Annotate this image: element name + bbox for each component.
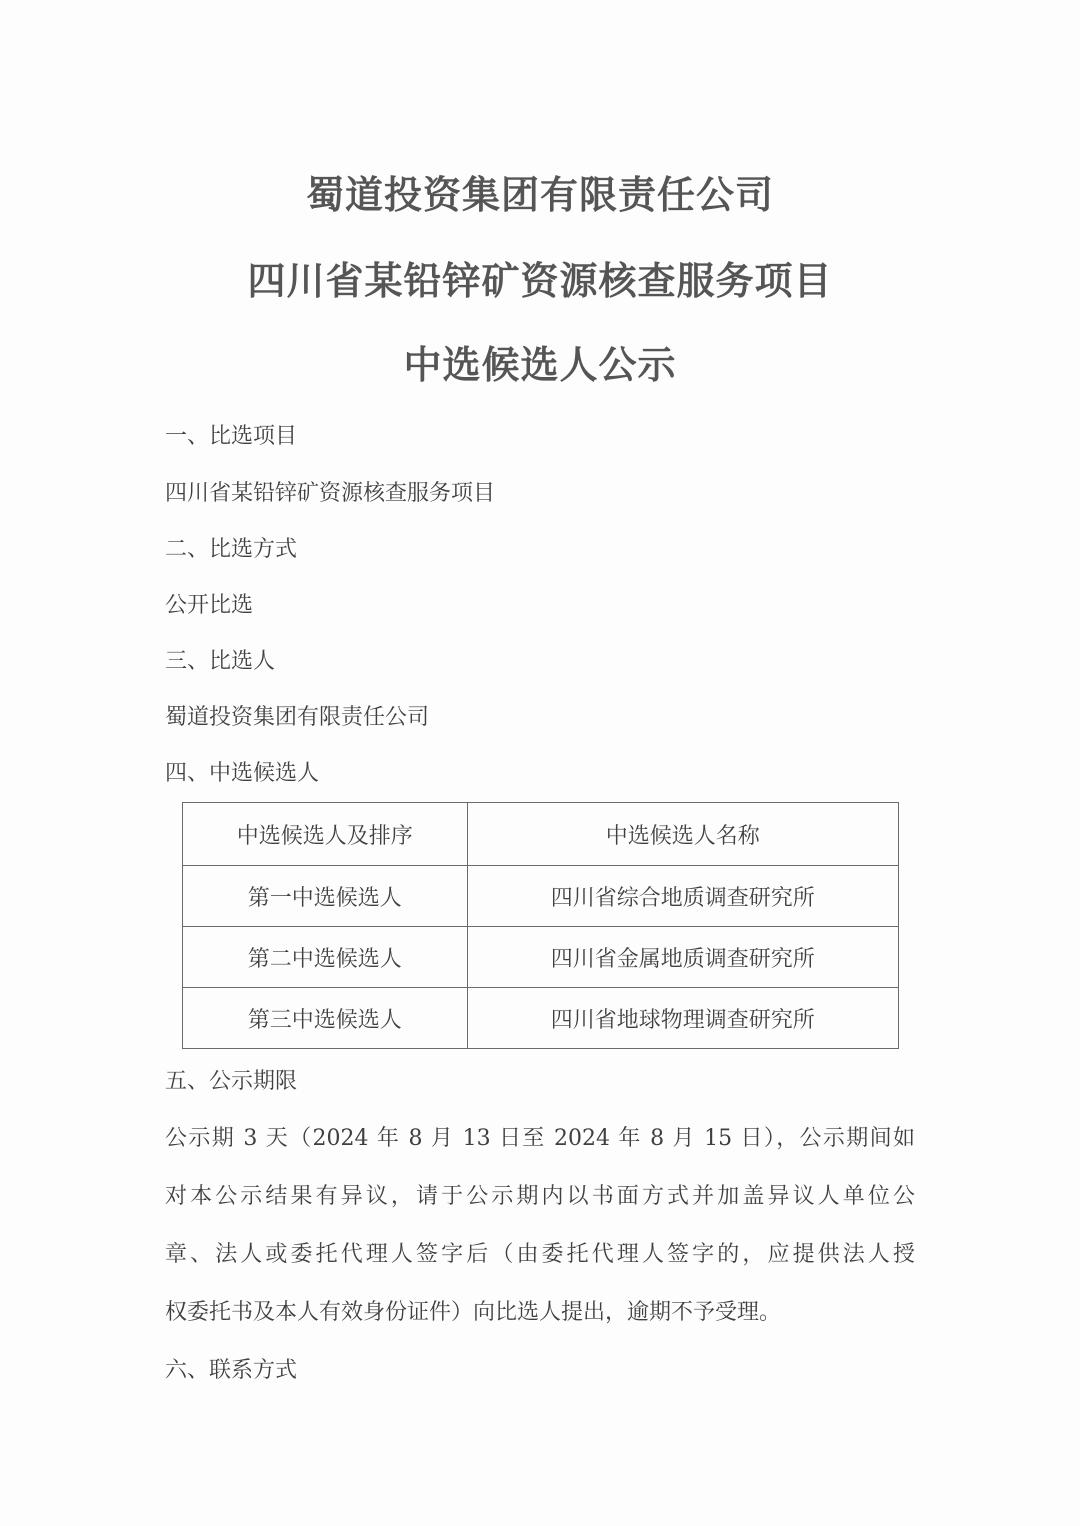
document-title-company: 蜀道投资集团有限责任公司: [305, 172, 774, 217]
document-title-project: 四川省某铅锌矿资源核查服务项目: [247, 258, 833, 303]
candidate-rank: 第一中选候选人: [183, 866, 468, 927]
table-row: [183, 988, 899, 1049]
candidate-name: 四川省金属地质调查研究所: [467, 927, 898, 988]
period-paragraph-line: 权委托书及本人有效身份证件）向比选人提出，逾期不予受理。: [165, 1300, 782, 1325]
candidate-name: 四川省地球物理调查研究所: [467, 988, 898, 1049]
candidate-rank: 第二中选候选人: [183, 927, 468, 988]
table-row: [183, 866, 899, 927]
column-header-rank: 中选候选人及排序: [183, 803, 468, 866]
period-paragraph-line: 章、法人或委托代理人签字后（由委托代理人签字的，应提供法人授: [165, 1242, 915, 1267]
table-row: [183, 927, 899, 988]
column-header-name: 中选候选人名称: [467, 803, 898, 866]
section-heading-contact: 六、联系方式: [165, 1358, 298, 1383]
section-heading-period: 五、公示期限: [165, 1069, 298, 1094]
section-content-project: 四川省某铅锌矿资源核查服务项目: [165, 481, 496, 506]
section-heading-selector: 三、比选人: [165, 649, 276, 674]
table-header-row: [183, 803, 899, 866]
section-content-method: 公开比选: [165, 593, 254, 618]
section-heading-project: 一、比选项目: [165, 424, 298, 449]
candidates-table: [182, 802, 899, 1049]
document-title-notice: 中选候选人公示: [403, 342, 677, 387]
section-heading-method: 二、比选方式: [165, 537, 298, 562]
period-paragraph-line: 对本公示结果有异议，请于公示期内以书面方式并加盖异议人单位公: [165, 1184, 915, 1209]
section-content-selector: 蜀道投资集团有限责任公司: [165, 705, 430, 730]
section-heading-candidates: 四、中选候选人: [165, 761, 320, 786]
candidate-name: 四川省综合地质调查研究所: [467, 866, 898, 927]
period-paragraph-line: 公示期 3 天（2024 年 8 月 13 日至 2024 年 8 月 15 日），公示期间如: [165, 1126, 915, 1151]
candidate-rank: 第三中选候选人: [183, 988, 468, 1049]
